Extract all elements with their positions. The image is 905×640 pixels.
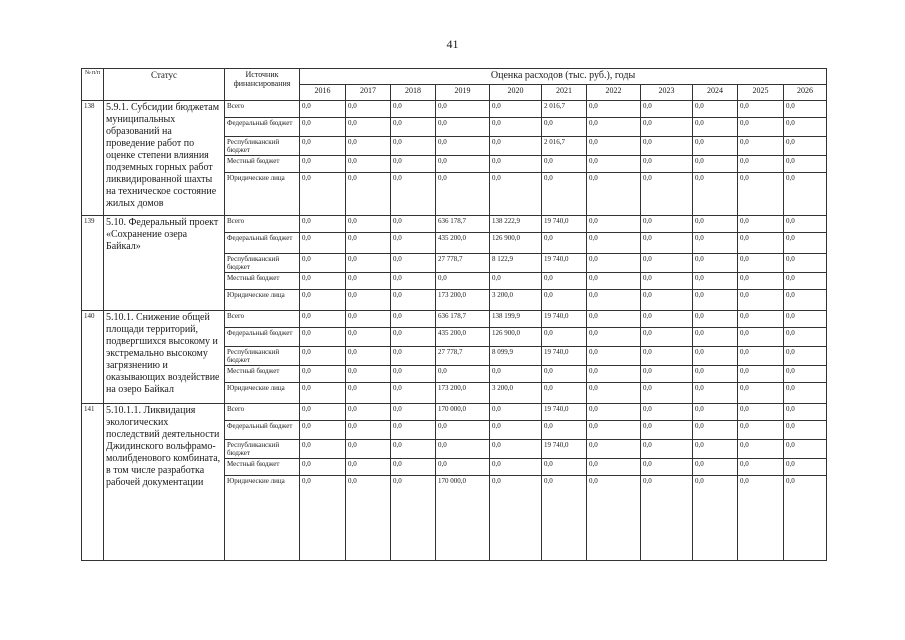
value-cell: 0,0 xyxy=(436,421,490,440)
value-cell: 0,0 xyxy=(300,311,346,328)
value-cell: 0,0 xyxy=(391,421,436,440)
value-cell: 0,0 xyxy=(542,459,587,476)
value-cell: 0,0 xyxy=(300,347,346,366)
value-cell: 0,0 xyxy=(391,101,436,118)
value-cell: 0,0 xyxy=(542,273,587,290)
table-row xyxy=(82,216,827,233)
table-row xyxy=(82,101,827,118)
value-cell: 0,0 xyxy=(587,440,641,459)
value-cell: 0,0 xyxy=(391,476,436,561)
value-cell: 0,0 xyxy=(738,440,784,459)
value-cell: 0,0 xyxy=(693,347,738,366)
value-cell: 0,0 xyxy=(300,216,346,233)
value-cell: 0,0 xyxy=(542,383,587,404)
value-cell: 0,0 xyxy=(784,311,827,328)
value-cell: 0,0 xyxy=(693,440,738,459)
value-cell: 435 200,0 xyxy=(436,233,490,254)
value-cell: 0,0 xyxy=(587,254,641,273)
value-cell: 0,0 xyxy=(300,137,346,156)
row-number: 138 xyxy=(82,101,104,216)
source-cell: Местный бюджет xyxy=(225,156,300,173)
value-cell: 0,0 xyxy=(346,366,391,383)
header-source: Источник финансирования xyxy=(225,69,300,101)
value-cell: 0,0 xyxy=(693,459,738,476)
source-cell: Юридические лица xyxy=(225,383,300,404)
value-cell: 0,0 xyxy=(693,173,738,216)
header-year: 2021 xyxy=(542,85,587,101)
value-cell: 0,0 xyxy=(784,328,827,347)
source-cell: Республиканский бюджет xyxy=(225,254,300,273)
row-number: 139 xyxy=(82,216,104,311)
value-cell: 0,0 xyxy=(300,421,346,440)
value-cell: 0,0 xyxy=(641,101,693,118)
header-number: № п/п xyxy=(82,69,104,101)
value-cell: 0,0 xyxy=(784,476,827,561)
value-cell: 0,0 xyxy=(436,173,490,216)
value-cell: 0,0 xyxy=(784,233,827,254)
value-cell: 0,0 xyxy=(391,366,436,383)
status-cell: 5.10. Федеральный проект «Сохранение озера Байкал» xyxy=(104,216,225,311)
value-cell: 0,0 xyxy=(300,273,346,290)
value-cell: 0,0 xyxy=(346,328,391,347)
value-cell: 0,0 xyxy=(693,404,738,421)
value-cell: 0,0 xyxy=(587,101,641,118)
value-cell: 0,0 xyxy=(641,216,693,233)
value-cell: 0,0 xyxy=(542,118,587,137)
value-cell: 0,0 xyxy=(587,156,641,173)
value-cell: 138 199,9 xyxy=(490,311,542,328)
value-cell: 0,0 xyxy=(391,233,436,254)
value-cell: 8 122,9 xyxy=(490,254,542,273)
table-row xyxy=(82,311,827,328)
value-cell: 0,0 xyxy=(300,290,346,311)
source-cell: Юридические лица xyxy=(225,290,300,311)
value-cell: 0,0 xyxy=(738,273,784,290)
row-number: 141 xyxy=(82,404,104,561)
source-cell: Местный бюджет xyxy=(225,459,300,476)
value-cell: 0,0 xyxy=(542,290,587,311)
value-cell: 0,0 xyxy=(641,118,693,137)
value-cell: 2 016,7 xyxy=(542,101,587,118)
value-cell: 0,0 xyxy=(693,476,738,561)
value-cell: 19 740,0 xyxy=(542,216,587,233)
value-cell: 0,0 xyxy=(391,290,436,311)
header-year: 2019 xyxy=(436,85,490,101)
value-cell: 0,0 xyxy=(542,233,587,254)
value-cell: 0,0 xyxy=(693,366,738,383)
value-cell: 2 016,7 xyxy=(542,137,587,156)
header-year: 2024 xyxy=(693,85,738,101)
value-cell: 0,0 xyxy=(490,459,542,476)
value-cell: 0,0 xyxy=(490,476,542,561)
value-cell: 0,0 xyxy=(490,118,542,137)
value-cell: 0,0 xyxy=(738,118,784,137)
value-cell: 0,0 xyxy=(587,273,641,290)
value-cell: 0,0 xyxy=(300,404,346,421)
value-cell: 0,0 xyxy=(300,328,346,347)
value-cell: 8 099,9 xyxy=(490,347,542,366)
value-cell: 636 178,7 xyxy=(436,216,490,233)
value-cell: 0,0 xyxy=(587,137,641,156)
value-cell: 0,0 xyxy=(641,328,693,347)
value-cell: 0,0 xyxy=(542,328,587,347)
source-cell: Всего xyxy=(225,101,300,118)
value-cell: 0,0 xyxy=(436,440,490,459)
value-cell: 0,0 xyxy=(784,101,827,118)
value-cell: 0,0 xyxy=(738,254,784,273)
value-cell: 0,0 xyxy=(693,273,738,290)
value-cell: 0,0 xyxy=(587,347,641,366)
value-cell: 138 222,9 xyxy=(490,216,542,233)
value-cell: 0,0 xyxy=(738,216,784,233)
value-cell: 0,0 xyxy=(693,421,738,440)
value-cell: 0,0 xyxy=(391,311,436,328)
value-cell: 0,0 xyxy=(784,216,827,233)
value-cell: 0,0 xyxy=(436,101,490,118)
value-cell: 19 740,0 xyxy=(542,404,587,421)
value-cell: 0,0 xyxy=(300,173,346,216)
value-cell: 0,0 xyxy=(738,290,784,311)
value-cell: 0,0 xyxy=(693,254,738,273)
value-cell: 0,0 xyxy=(738,476,784,561)
value-cell: 0,0 xyxy=(436,273,490,290)
value-cell: 0,0 xyxy=(436,118,490,137)
value-cell: 0,0 xyxy=(738,404,784,421)
value-cell: 0,0 xyxy=(391,216,436,233)
value-cell: 0,0 xyxy=(738,311,784,328)
value-cell: 0,0 xyxy=(738,233,784,254)
value-cell: 0,0 xyxy=(346,137,391,156)
value-cell: 173 200,0 xyxy=(436,290,490,311)
value-cell: 0,0 xyxy=(693,156,738,173)
value-cell: 0,0 xyxy=(784,459,827,476)
value-cell: 19 740,0 xyxy=(542,347,587,366)
value-cell: 0,0 xyxy=(391,347,436,366)
value-cell: 0,0 xyxy=(738,173,784,216)
value-cell: 0,0 xyxy=(587,173,641,216)
value-cell: 0,0 xyxy=(587,216,641,233)
value-cell: 0,0 xyxy=(693,328,738,347)
value-cell: 0,0 xyxy=(587,328,641,347)
value-cell: 0,0 xyxy=(391,440,436,459)
value-cell: 0,0 xyxy=(300,156,346,173)
header-year: 2022 xyxy=(587,85,641,101)
header-year: 2018 xyxy=(391,85,436,101)
value-cell: 0,0 xyxy=(300,459,346,476)
value-cell: 636 178,7 xyxy=(436,311,490,328)
value-cell: 0,0 xyxy=(490,421,542,440)
budget-table xyxy=(81,68,827,561)
value-cell: 27 778,7 xyxy=(436,254,490,273)
value-cell: 0,0 xyxy=(391,254,436,273)
value-cell: 0,0 xyxy=(587,421,641,440)
value-cell: 0,0 xyxy=(490,366,542,383)
value-cell: 0,0 xyxy=(693,118,738,137)
value-cell: 0,0 xyxy=(587,118,641,137)
table-row xyxy=(82,404,827,421)
value-cell: 0,0 xyxy=(300,383,346,404)
value-cell: 0,0 xyxy=(587,383,641,404)
value-cell: 0,0 xyxy=(784,421,827,440)
value-cell: 0,0 xyxy=(693,101,738,118)
value-cell: 0,0 xyxy=(346,290,391,311)
value-cell: 0,0 xyxy=(784,156,827,173)
value-cell: 0,0 xyxy=(490,173,542,216)
value-cell: 0,0 xyxy=(391,383,436,404)
value-cell: 0,0 xyxy=(300,101,346,118)
value-cell: 0,0 xyxy=(346,273,391,290)
value-cell: 126 900,0 xyxy=(490,233,542,254)
value-cell: 435 200,0 xyxy=(436,328,490,347)
header-year: 2016 xyxy=(300,85,346,101)
value-cell: 0,0 xyxy=(587,476,641,561)
value-cell: 0,0 xyxy=(346,459,391,476)
value-cell: 0,0 xyxy=(784,173,827,216)
value-cell: 0,0 xyxy=(300,233,346,254)
header-year: 2017 xyxy=(346,85,391,101)
value-cell: 0,0 xyxy=(784,383,827,404)
value-cell: 0,0 xyxy=(641,383,693,404)
value-cell: 0,0 xyxy=(346,173,391,216)
value-cell: 0,0 xyxy=(346,311,391,328)
value-cell: 0,0 xyxy=(436,156,490,173)
value-cell: 0,0 xyxy=(346,233,391,254)
value-cell: 170 000,0 xyxy=(436,476,490,561)
value-cell: 0,0 xyxy=(693,233,738,254)
value-cell: 0,0 xyxy=(542,476,587,561)
value-cell: 0,0 xyxy=(436,459,490,476)
value-cell: 0,0 xyxy=(693,216,738,233)
value-cell: 0,0 xyxy=(346,347,391,366)
value-cell: 19 740,0 xyxy=(542,254,587,273)
value-cell: 0,0 xyxy=(300,118,346,137)
value-cell: 0,0 xyxy=(641,404,693,421)
value-cell: 0,0 xyxy=(542,173,587,216)
value-cell: 0,0 xyxy=(587,311,641,328)
value-cell: 0,0 xyxy=(641,347,693,366)
value-cell: 0,0 xyxy=(641,366,693,383)
value-cell: 0,0 xyxy=(391,459,436,476)
source-cell: Местный бюджет xyxy=(225,273,300,290)
value-cell: 0,0 xyxy=(490,440,542,459)
header-year: 2026 xyxy=(784,85,827,101)
value-cell: 0,0 xyxy=(300,254,346,273)
value-cell: 0,0 xyxy=(693,383,738,404)
value-cell: 170 000,0 xyxy=(436,404,490,421)
status-cell: 5.10.1. Снижение общей площади территорий, подвергшихся высокому и экстремально высокому загрязнению и оказывающих воздействие на озеро Байкал xyxy=(104,311,225,404)
header-year: 2025 xyxy=(738,85,784,101)
value-cell: 0,0 xyxy=(641,254,693,273)
header-year: 2023 xyxy=(641,85,693,101)
value-cell: 19 740,0 xyxy=(542,311,587,328)
value-cell: 0,0 xyxy=(587,290,641,311)
value-cell: 3 200,0 xyxy=(490,383,542,404)
value-cell: 0,0 xyxy=(641,173,693,216)
source-cell: Юридические лица xyxy=(225,476,300,561)
value-cell: 0,0 xyxy=(784,404,827,421)
row-number: 140 xyxy=(82,311,104,404)
value-cell: 0,0 xyxy=(784,440,827,459)
value-cell: 0,0 xyxy=(300,366,346,383)
value-cell: 0,0 xyxy=(641,311,693,328)
value-cell: 0,0 xyxy=(587,233,641,254)
value-cell: 27 778,7 xyxy=(436,347,490,366)
value-cell: 0,0 xyxy=(346,156,391,173)
value-cell: 0,0 xyxy=(784,290,827,311)
value-cell: 0,0 xyxy=(346,101,391,118)
value-cell: 0,0 xyxy=(693,311,738,328)
value-cell: 0,0 xyxy=(346,476,391,561)
page-number: 41 xyxy=(446,37,459,51)
value-cell: 0,0 xyxy=(784,366,827,383)
value-cell: 0,0 xyxy=(490,137,542,156)
value-cell: 0,0 xyxy=(738,156,784,173)
value-cell: 0,0 xyxy=(784,137,827,156)
value-cell: 0,0 xyxy=(490,273,542,290)
value-cell: 0,0 xyxy=(738,137,784,156)
header-estimate: Оценка расходов (тыс. руб.), годы xyxy=(300,69,827,85)
value-cell: 0,0 xyxy=(542,366,587,383)
value-cell: 0,0 xyxy=(641,476,693,561)
value-cell: 0,0 xyxy=(587,404,641,421)
source-cell: Федеральный бюджет xyxy=(225,328,300,347)
value-cell: 0,0 xyxy=(490,404,542,421)
value-cell: 0,0 xyxy=(542,421,587,440)
table-body xyxy=(82,101,827,561)
value-cell: 0,0 xyxy=(391,404,436,421)
value-cell: 126 900,0 xyxy=(490,328,542,347)
value-cell: 0,0 xyxy=(587,366,641,383)
value-cell: 0,0 xyxy=(490,156,542,173)
value-cell: 0,0 xyxy=(738,347,784,366)
header-year: 2020 xyxy=(490,85,542,101)
source-cell: Республиканский бюджет xyxy=(225,440,300,459)
source-cell: Федеральный бюджет xyxy=(225,421,300,440)
source-cell: Всего xyxy=(225,404,300,421)
source-cell: Местный бюджет xyxy=(225,366,300,383)
value-cell: 0,0 xyxy=(641,440,693,459)
value-cell: 0,0 xyxy=(587,459,641,476)
source-cell: Республиканский бюджет xyxy=(225,137,300,156)
source-cell: Федеральный бюджет xyxy=(225,233,300,254)
value-cell: 0,0 xyxy=(436,366,490,383)
value-cell: 0,0 xyxy=(346,254,391,273)
value-cell: 0,0 xyxy=(641,273,693,290)
value-cell: 0,0 xyxy=(641,137,693,156)
value-cell: 0,0 xyxy=(738,383,784,404)
value-cell: 0,0 xyxy=(641,290,693,311)
value-cell: 0,0 xyxy=(436,137,490,156)
value-cell: 0,0 xyxy=(346,421,391,440)
source-cell: Республиканский бюджет xyxy=(225,347,300,366)
value-cell: 0,0 xyxy=(346,383,391,404)
source-cell: Всего xyxy=(225,311,300,328)
value-cell: 0,0 xyxy=(391,118,436,137)
value-cell: 0,0 xyxy=(391,137,436,156)
value-cell: 0,0 xyxy=(391,328,436,347)
source-cell: Всего xyxy=(225,216,300,233)
value-cell: 0,0 xyxy=(784,118,827,137)
value-cell: 0,0 xyxy=(784,254,827,273)
value-cell: 0,0 xyxy=(641,156,693,173)
value-cell: 0,0 xyxy=(300,476,346,561)
value-cell: 0,0 xyxy=(738,101,784,118)
value-cell: 0,0 xyxy=(346,118,391,137)
value-cell: 0,0 xyxy=(300,440,346,459)
value-cell: 3 200,0 xyxy=(490,290,542,311)
table-header xyxy=(82,69,827,101)
status-cell: 5.9.1. Субсидии бюджетам муниципальных образований на проведение работ по оценке степени влияния подземных горных работ ликвидированной шахты на техническое состояние жилых домов xyxy=(104,101,225,216)
value-cell: 0,0 xyxy=(693,290,738,311)
value-cell: 0,0 xyxy=(738,366,784,383)
value-cell: 173 200,0 xyxy=(436,383,490,404)
value-cell: 0,0 xyxy=(346,216,391,233)
value-cell: 0,0 xyxy=(490,101,542,118)
value-cell: 0,0 xyxy=(542,156,587,173)
source-cell: Юридические лица xyxy=(225,173,300,216)
value-cell: 0,0 xyxy=(641,233,693,254)
value-cell: 0,0 xyxy=(346,404,391,421)
value-cell: 0,0 xyxy=(738,421,784,440)
source-cell: Федеральный бюджет xyxy=(225,118,300,137)
value-cell: 0,0 xyxy=(738,459,784,476)
header-status: Статус xyxy=(104,69,225,101)
value-cell: 0,0 xyxy=(693,137,738,156)
value-cell: 19 740,0 xyxy=(542,440,587,459)
value-cell: 0,0 xyxy=(641,421,693,440)
value-cell: 0,0 xyxy=(738,328,784,347)
value-cell: 0,0 xyxy=(391,156,436,173)
value-cell: 0,0 xyxy=(346,440,391,459)
value-cell: 0,0 xyxy=(391,173,436,216)
value-cell: 0,0 xyxy=(391,273,436,290)
value-cell: 0,0 xyxy=(641,459,693,476)
value-cell: 0,0 xyxy=(784,273,827,290)
status-cell: 5.10.1.1. Ликвидация экологических последствий деятельности Джидинского вольфрамо-молибденового комбината, в том числе разработка рабочей документации xyxy=(104,404,225,561)
value-cell: 0,0 xyxy=(784,347,827,366)
